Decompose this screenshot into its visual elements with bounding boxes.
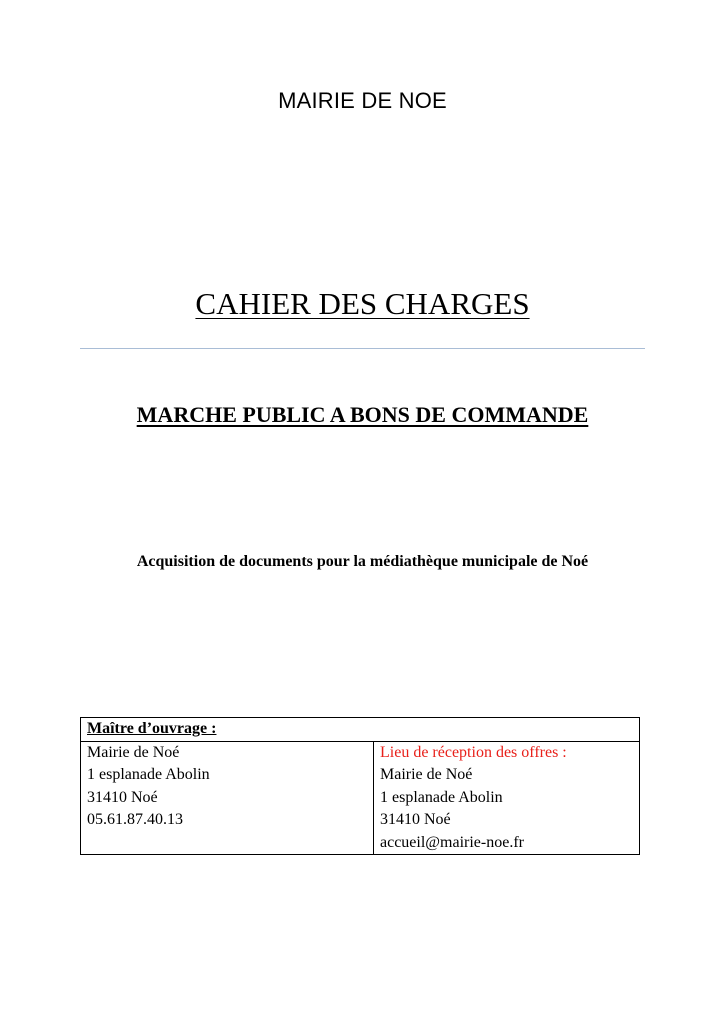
email-address: accueil@mairie-noe.fr [380, 833, 524, 851]
offer-reception-cell [374, 741, 640, 855]
contracting-authority-table [80, 717, 640, 855]
document-subtitle-text: MARCHE PUBLIC A BONS DE COMMANDE [136, 402, 589, 427]
table-body-row [81, 741, 640, 855]
address-line: Mairie de Noé [380, 766, 473, 783]
document-object: Acquisition de documents pour la médiathèque municipale de Noé [136, 553, 589, 570]
organization-name: MAIRIE DE NOE [278, 88, 447, 113]
contracting-authority-cell [81, 741, 374, 855]
table-header-row [81, 718, 640, 742]
table-header-cell [81, 718, 640, 742]
offer-reception-heading: Lieu de réception des offres : [380, 743, 567, 761]
document-title-text: CAHIER DES CHARGES [195, 286, 530, 321]
document-subtitle [0, 402, 725, 428]
document-title [0, 286, 725, 322]
address-line: 31410 Noé [87, 788, 158, 806]
address-line: 1 esplanade Abolin [380, 788, 503, 806]
address-line: 1 esplanade Abolin [87, 766, 210, 783]
address-line: 31410 Noé [380, 811, 451, 828]
table-header-label: Maître d’ouvrage : [87, 720, 217, 737]
phone-number: 05.61.87.40.13 [87, 811, 183, 828]
address-line: Mairie de Noé [87, 743, 180, 761]
title-divider [80, 348, 645, 349]
